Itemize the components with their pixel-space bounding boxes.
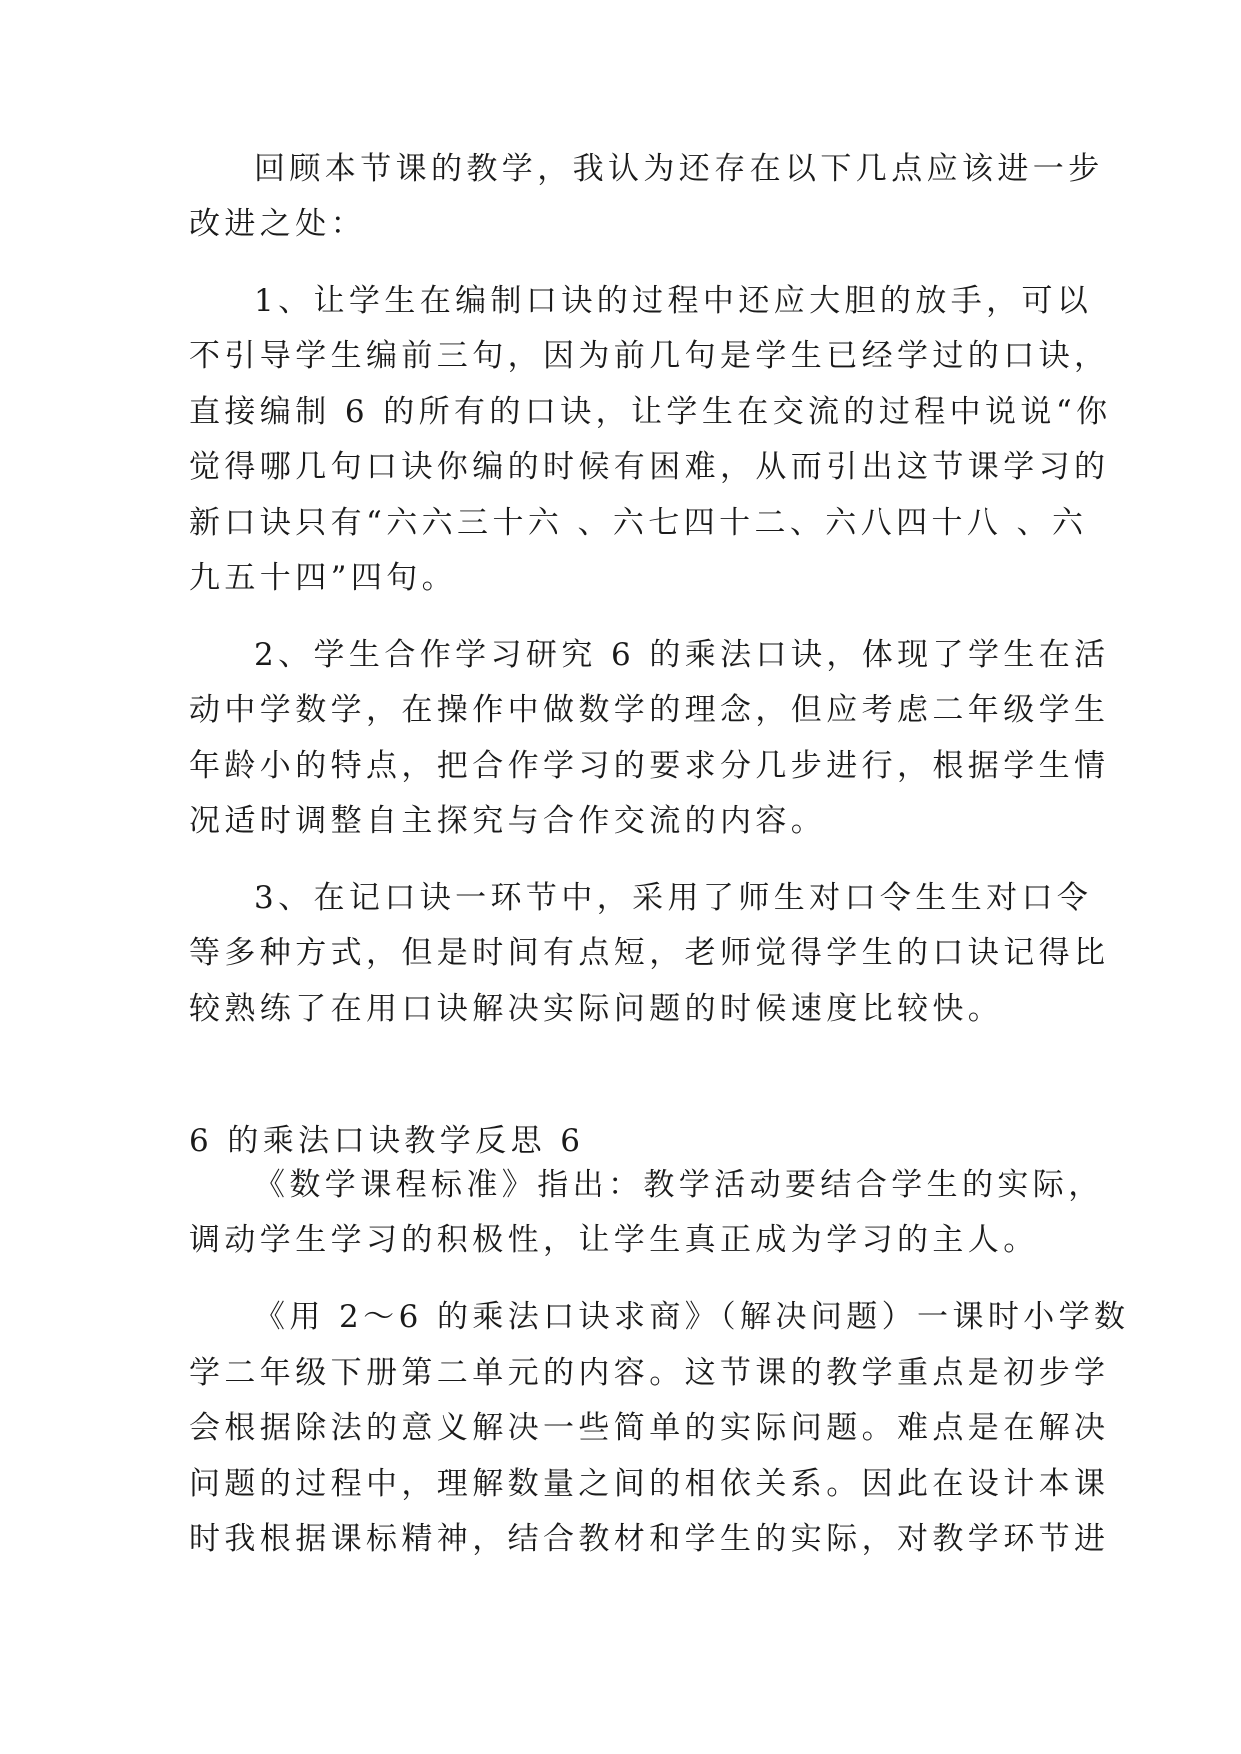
section-heading: 6 的乘法口诀教学反思 6	[189, 1123, 585, 1159]
text-line: 3、在记口诀一环节中，采用了师生对口令生生对口令	[254, 880, 1093, 916]
text-line: 《数学课程标准》指出：教学活动要结合学生的实际，	[254, 1167, 1104, 1203]
text-line: 较熟练了在用口诀解决实际问题的时候速度比较快。	[189, 991, 1004, 1027]
text-line: 直接编制 6 的所有的口诀，让学生在交流的过程中说说“你	[189, 394, 1112, 430]
text-line: 九五十四”四句。	[189, 560, 458, 596]
text-line: 时我根据课标精神，结合教材和学生的实际，对教学环节进	[189, 1521, 1110, 1557]
text-line: 《用 2～6 的乘法口诀求商》（解决问题）一课时小学数	[254, 1299, 1130, 1335]
text-line: 况适时调整自主探究与合作交流的内容。	[189, 803, 827, 839]
text-line: 改进之处：	[189, 206, 366, 242]
text-line: 不引导学生编前三句，因为前几句是学生已经学过的口诀，	[189, 338, 1110, 374]
text-line: 调动学生学习的积极性，让学生真正成为学习的主人。	[189, 1222, 1039, 1258]
text-line: 新口诀只有“六六三十六 、六七四十二、六八四十八 、六	[189, 505, 1088, 541]
text-line: 1、让学生在编制口诀的过程中还应大胆的放手，可以	[254, 283, 1093, 319]
text-line: 回顾本节课的教学，我认为还存在以下几点应该进一步	[254, 151, 1104, 187]
text-line: 2、学生合作学习研究 6 的乘法口诀，体现了学生在活	[254, 637, 1110, 673]
text-line: 觉得哪几句口诀你编的时候有困难，从而引出这节课学习的	[189, 449, 1110, 485]
text-line: 动中学数学，在操作中做数学的理念，但应考虑二年级学生	[189, 692, 1110, 728]
text-line: 年龄小的特点，把合作学习的要求分几步进行，根据学生情	[189, 748, 1110, 784]
text-line: 等多种方式，但是时间有点短，老师觉得学生的口诀记得比	[189, 935, 1110, 971]
text-line: 会根据除法的意义解决一些简单的实际问题。难点是在解决	[189, 1410, 1110, 1446]
text-line: 学二年级下册第二单元的内容。这节课的教学重点是初步学	[189, 1355, 1110, 1391]
text-line: 问题的过程中，理解数量之间的相依关系。因此在设计本课	[189, 1466, 1110, 1502]
